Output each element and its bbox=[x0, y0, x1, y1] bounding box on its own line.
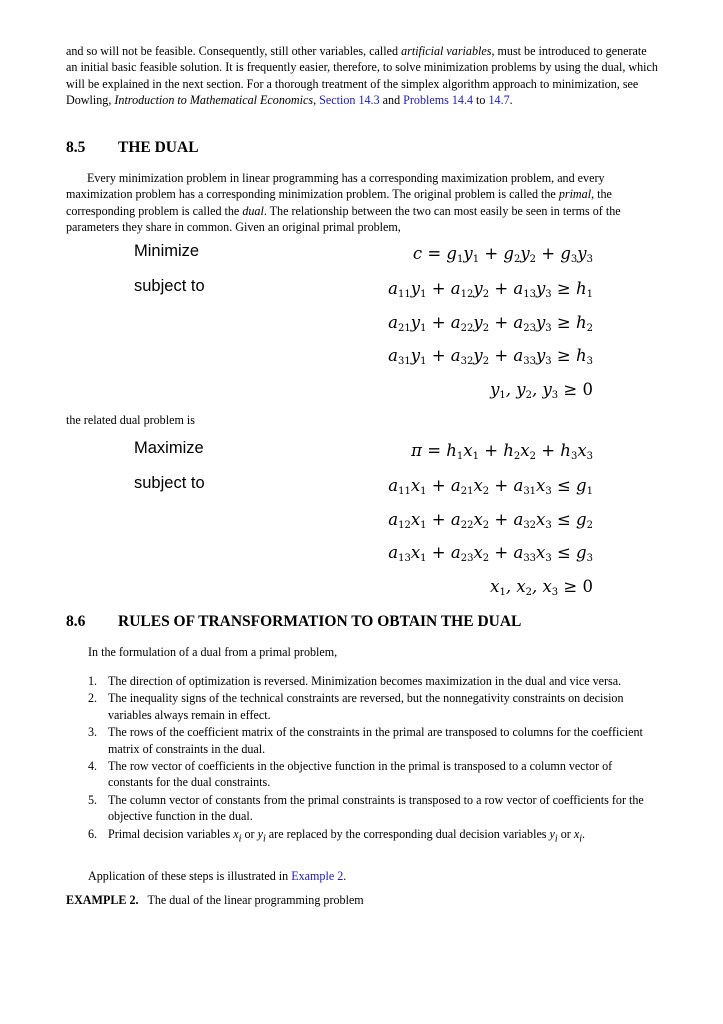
application-text: Application of these steps is illustrated in Example 2. bbox=[88, 869, 347, 883]
link-problems-14-4[interactable]: Problems 14.4 bbox=[403, 93, 474, 108]
dual-intro-text: the related dual problem is bbox=[66, 413, 195, 427]
list-item: 1. The direction of optimization is reversed. Minimization becomes maximization in the dual and vice versa. bbox=[88, 674, 622, 688]
list-item: 4. The row vector of coefficients in the objective function in the primal is transposed to a column vector of constants for the dual constraints. bbox=[88, 759, 613, 790]
section-title: THE DUAL bbox=[118, 139, 199, 156]
dual-constraint-label: subject to bbox=[134, 474, 205, 492]
list-item: 5. The column vector of constants from the primal constraints is transposed to a row vector of coefficients for the objective function in the dual. bbox=[88, 792, 644, 824]
primal-nonnegativity: $y_1$, $y_2$, $y_3 \ge 0$ bbox=[490, 380, 593, 401]
link-problem-14-7[interactable]: 14.7 bbox=[488, 93, 510, 108]
primal-constraint-label: subject to bbox=[134, 277, 205, 295]
link-section-14-3[interactable]: Section 14.3 bbox=[319, 93, 380, 108]
rules-list bbox=[88, 673, 658, 848]
dual-objective-label: Maximize bbox=[134, 439, 204, 457]
dual-nonnegativity: $x_1$, $x_2$, $x_3 \ge 0$ bbox=[490, 577, 593, 598]
primal-objective-label: Minimize bbox=[134, 242, 200, 260]
rules-intro: In the formulation of a dual from a primal problem, bbox=[88, 645, 338, 659]
term-artificial-variables: artificial variables bbox=[401, 44, 492, 58]
section-title: RULES OF TRANSFORMATION TO OBTAIN THE DUAL bbox=[118, 613, 522, 630]
term-primal: primal bbox=[558, 187, 592, 202]
link-example-2[interactable]: Example 2 bbox=[291, 869, 344, 883]
term-dual: dual bbox=[242, 203, 264, 218]
dual-paragraph: Every minimization problem in linear programming has a corresponding maximization problem, and every maximization problem has a corresponding minimization problem. The original problem is called the primal, the corresponding problem is called the dual. The relationship between the two can most easily be seen in terms of the parameters they share in common. Given an original primal problem, bbox=[66, 171, 621, 235]
primal-constraint-1: $a_{11}y_1 + a_{12}y_2 + a_{13}y_3 \ge h_1$ bbox=[388, 279, 593, 300]
example-text: The dual of the linear programming problem bbox=[147, 893, 364, 907]
section-heading-8-6 bbox=[66, 613, 521, 631]
list-item: 2. The inequality signs of the technical constraints are reversed, but the nonnegativity constraints on decision variables always remain in effect. bbox=[88, 691, 624, 722]
example-label: EXAMPLE 2. bbox=[66, 893, 139, 907]
list-item: 3. The rows of the coefficient matrix of the constraints in the primal are transposed to columns for the coefficient matrix of constraints in the dual. bbox=[88, 725, 643, 756]
dual-constraint-3: $a_{13}x_1 + a_{23}x_2 + a_{33}x_3 \le g_3$ bbox=[388, 543, 593, 564]
example-2 bbox=[66, 892, 658, 908]
dual-objective-equation: $\pi = h_1x_1 + h_2x_2 + h_3x_3$ bbox=[411, 441, 593, 462]
primal-constraint-3: $a_{31}y_1 + a_{32}y_2 + a_{33}y_3 \ge h_3$ bbox=[388, 346, 593, 367]
intro-paragraph: and so will not be feasible. Consequently, still other variables, called artificial variables, must be introduced to generate an initial basic feasible solution. It is frequently easier, therefore, to solve minimization problems by using the dual, which will be explained in the next section. For a thorough treatment of the simplex algorithm approach to minimization, see Dowling, Introduction to Mathematical Economics, Section 14.3 and Problems 14.4 to 14.7. bbox=[66, 44, 658, 108]
section-number: 8.6 bbox=[66, 613, 86, 630]
section-heading-8-5 bbox=[66, 139, 199, 157]
list-item: 6. Primal decision variables $x_i$ or $y_i$ are replaced by the corresponding dual decision variables $y_i$ or $x_i$. bbox=[88, 826, 586, 845]
section-number: 8.5 bbox=[66, 139, 86, 156]
primal-objective-equation: $c = g_1y_1 + g_2y_2 + g_3y_3$ bbox=[412, 244, 593, 265]
book-title: Introduction to Mathematical Economics bbox=[114, 93, 314, 108]
dual-constraint-1: $a_{11}x_1 + a_{21}x_2 + a_{31}x_3 \le g_1$ bbox=[388, 476, 593, 497]
primal-constraint-2: $a_{21}y_1 + a_{22}y_2 + a_{23}y_3 \ge h_2$ bbox=[388, 313, 593, 334]
dual-constraint-2: $a_{12}x_1 + a_{22}x_2 + a_{32}x_3 \le g_2$ bbox=[388, 510, 593, 531]
